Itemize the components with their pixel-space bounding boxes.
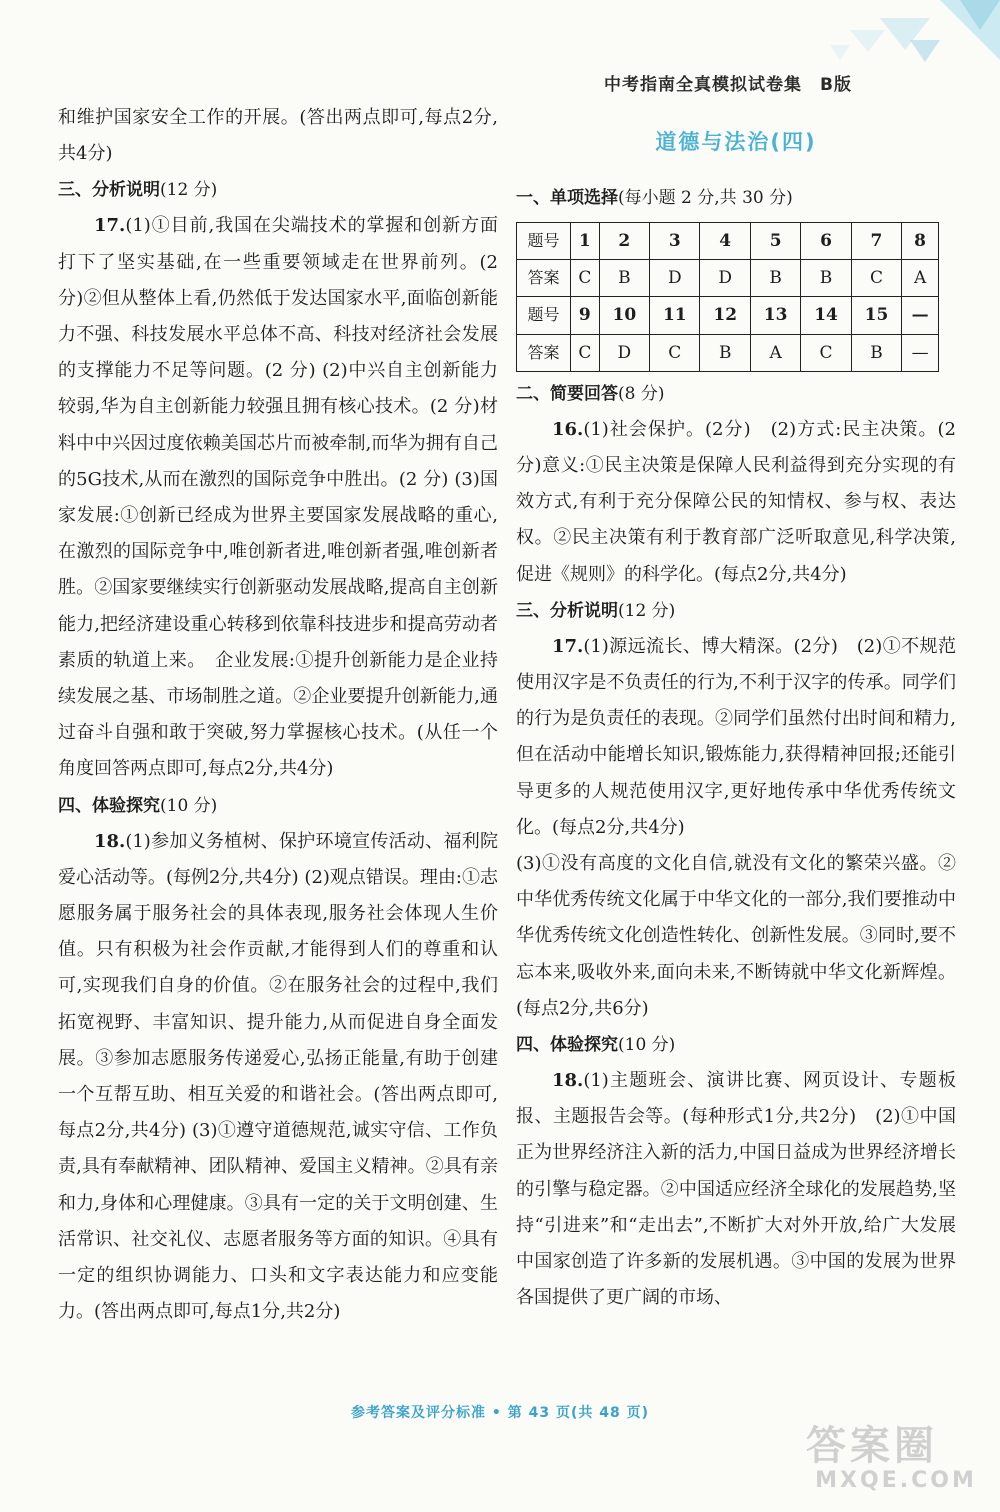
section-heading <box>58 172 498 208</box>
answer-cell: B <box>750 260 800 297</box>
answer-text: (1)主题班会、演讲比赛、网页设计、专题板报、主题报告会等。(每种形式1分,共2分) (2)①中国正为世界经济注入新的活力,中国日益成为世界经济增长的引擎与稳定器。②中国适应经济全球化的发展趋势,坚持“引进来”和“走出去”,不断扩大对外开放,给广大发展中国家创造了许多新的发展机遇。③中国的发展为世界各国提供了更广阔的市场、 <box>516 1070 956 1309</box>
left-column <box>58 100 498 1331</box>
answer-17 <box>58 208 498 787</box>
section-heading <box>516 593 956 629</box>
answer-16 <box>516 412 956 593</box>
watermark-text: 答案圈 <box>806 1423 938 1469</box>
answer-cell: D <box>700 260 750 297</box>
row-label: 题号 <box>517 297 571 334</box>
row-label: 答案 <box>517 334 571 371</box>
section-heading <box>516 376 956 412</box>
answer-cell: B <box>801 260 851 297</box>
question-number-cell: 6 <box>801 223 851 260</box>
answer-cell: C <box>851 260 901 297</box>
question-number-cell: 5 <box>750 223 800 260</box>
question-number: 17. <box>552 635 584 657</box>
answer-cell: D <box>650 260 700 297</box>
table-row-answers <box>517 260 939 297</box>
question-number-cell: 14 <box>801 297 851 334</box>
question-number-cell: 1 <box>571 223 600 260</box>
question-number-cell: 8 <box>902 223 939 260</box>
question-number-cell: 3 <box>650 223 700 260</box>
header-triangle-decoration <box>790 0 1000 80</box>
answer-cell: D <box>599 334 649 371</box>
question-number-cell: 15 <box>851 297 901 334</box>
section-title: 三、分析说明 <box>58 180 160 201</box>
subject-title: 道德与法治(四) <box>655 130 817 154</box>
answer-18 <box>58 824 498 1331</box>
answer-cell: C <box>571 334 600 371</box>
continued-paragraph: 和维护国家安全工作的开展。(答出两点即可,每点2分,共4分) <box>58 107 498 165</box>
section-title: 三、分析说明 <box>516 600 618 621</box>
section-heading <box>516 180 956 216</box>
question-number: 17. <box>94 215 126 237</box>
answer-text: (1)①目前,我国在尖端技术的掌握和创新方面打下了坚实基础,在一些重要领域走在世界前列。(2分)②但从整体上看,仍然低于发达国家水平,面临创新能力不强、科技发展水平总体不高、科技对经济社会发展的支撑能力不足等问题。(2 分) (2)中兴自主创新能力较弱,华为自主创新能力较强且拥有核心技术。(2 分)材料中中兴因过度依赖美国芯片而被牵制,而华为拥有自己的5G技术,从而在激烈的国际竞争中胜出。(2 分) (3)国家发展:①创新已经成为世界主要国家发展战略的重心,在激烈的国际竞争中,唯创新者进,唯创新者强,唯创新者胜。②国家要继续实行创新驱动发展战略,提高自主创新能力,把经济建设重心转移到依靠科技进步和提高劳动者素质的轨道上来。 企业发展:①提升创新能力是企业持续发展之基、市场制胜之道。②企业要提升创新能力,通过奋斗自强和敢于突破,努力掌握核心技术。(从任一个角度回答两点即可,每点2分,共4分) <box>58 215 498 780</box>
answer-cell: C <box>801 334 851 371</box>
answer-cell: B <box>700 334 750 371</box>
section-title: 二、简要回答 <box>516 383 618 404</box>
section-score: (10 分) <box>160 795 218 816</box>
answer-cell: C <box>571 260 600 297</box>
page-footer: 参考答案及评分标准 • 第 43 页(共 48 页) <box>351 1405 649 1421</box>
section-title: 四、体验探究 <box>58 795 160 816</box>
table-row-numbers <box>517 223 939 260</box>
question-number-cell: — <box>902 297 939 334</box>
question-number-cell: 12 <box>700 297 750 334</box>
section-score: (8 分) <box>618 383 665 404</box>
section-heading <box>516 1027 956 1063</box>
question-number-cell: 10 <box>599 297 649 334</box>
row-label: 题号 <box>517 223 571 260</box>
row-label: 答案 <box>517 260 571 297</box>
section-score: (12 分) <box>618 600 676 621</box>
table-row-numbers <box>517 297 939 334</box>
question-number-cell: 7 <box>851 223 901 260</box>
question-number-cell: 2 <box>599 223 649 260</box>
answer-cell: — <box>902 334 939 371</box>
answer-text: (1)源远流长、博大精深。(2分) (2)①不规范使用汉字是不负责任的行为,不利于汉字的传承。同学们的行为是负责任的表现。②同学们虽然付出时间和精力,但在活动中能增长知识,锻炼能力,获得精神回报;还能引导更多的人规范使用汉字,更好地传承中华优秀传统文化。(每点2分,共4分) <box>516 635 956 838</box>
section-score: (每小题 2 分,共 30 分) <box>618 188 793 208</box>
question-number: 18. <box>94 830 126 852</box>
question-number: 18. <box>552 1070 584 1092</box>
watermark-url: MXQE.COM <box>815 1468 977 1493</box>
answer-table <box>516 222 939 372</box>
section-title: 四、体验探究 <box>516 1035 618 1056</box>
section-score: (10 分) <box>618 1035 676 1056</box>
question-number-cell: 11 <box>650 297 700 334</box>
answer-text: (1)参加义务植树、保护环境宣传活动、福利院爱心活动等。(每例2分,共4分) (2)观点错误。理由:①志愿服务属于服务社会的具体表现,服务社会体现人生价值。只有积极为社会作贡献,才能得到人们的尊重和认可,实现我们自身的价值。②在服务社会的过程中,我们拓宽视野、丰富知识、提升能力,从而促进自身全面发展。③参加志愿服务传递爱心,弘扬正能量,有助于创建一个互帮互助、相互关爱的和谐社会。(答出两点即可,每点2分,共4分) (3)①遵守道德规范,诚实守信、工作负责,具有奉献精神、团队精神、爱国主义精神。②具有亲和力,身体和心理健康。③具有一定的关于文明创建、生活常识、社交礼仪、志愿者服务等方面的知识。④具有一定的组织协调能力、口头和文字表达能力和应变能力。(答出两点即可,每点1分,共2分) <box>58 830 498 1323</box>
answer-text: (1)社会保护。(2分) (2)方式:民主决策。(2分)意义:①民主决策是保障人民利益得到充分实现的有效方式,有利于充分保障公民的知情权、参与权、表达权。②民主决策有利于教育部广泛听取意见,科学决策,促进《规则》的科学化。(每点2分,共4分) <box>516 418 956 585</box>
section-score: (12 分) <box>160 180 218 201</box>
answer-17-part3: (3)①没有高度的文化自信,就没有文化的繁荣兴盛。②中华优秀传统文化属于中华文化的一部分,我们要推动中华优秀传统文化创造性转化、创新性发展。③同时,要不忘本来,吸收外来,面向未来,不断铸就中华文化新辉煌。(每点2分,共6分) <box>516 853 956 1019</box>
answer-cell: A <box>750 334 800 371</box>
question-number-cell: 4 <box>700 223 750 260</box>
section-title: 一、单项选择 <box>516 188 618 208</box>
answer-18 <box>516 1063 956 1316</box>
book-title: 中考指南全真模拟试卷集 B版 <box>604 75 852 95</box>
answer-cell: C <box>650 334 700 371</box>
section-heading <box>58 788 498 824</box>
question-number-cell: 9 <box>571 297 600 334</box>
answer-17 <box>516 629 956 846</box>
answer-cell: B <box>851 334 901 371</box>
table-row-answers <box>517 334 939 371</box>
right-column <box>516 102 956 1316</box>
watermark-logo <box>806 1424 986 1494</box>
question-number: 16. <box>552 418 584 440</box>
answer-cell: B <box>599 260 649 297</box>
answer-cell: A <box>902 260 939 297</box>
question-number-cell: 13 <box>750 297 800 334</box>
